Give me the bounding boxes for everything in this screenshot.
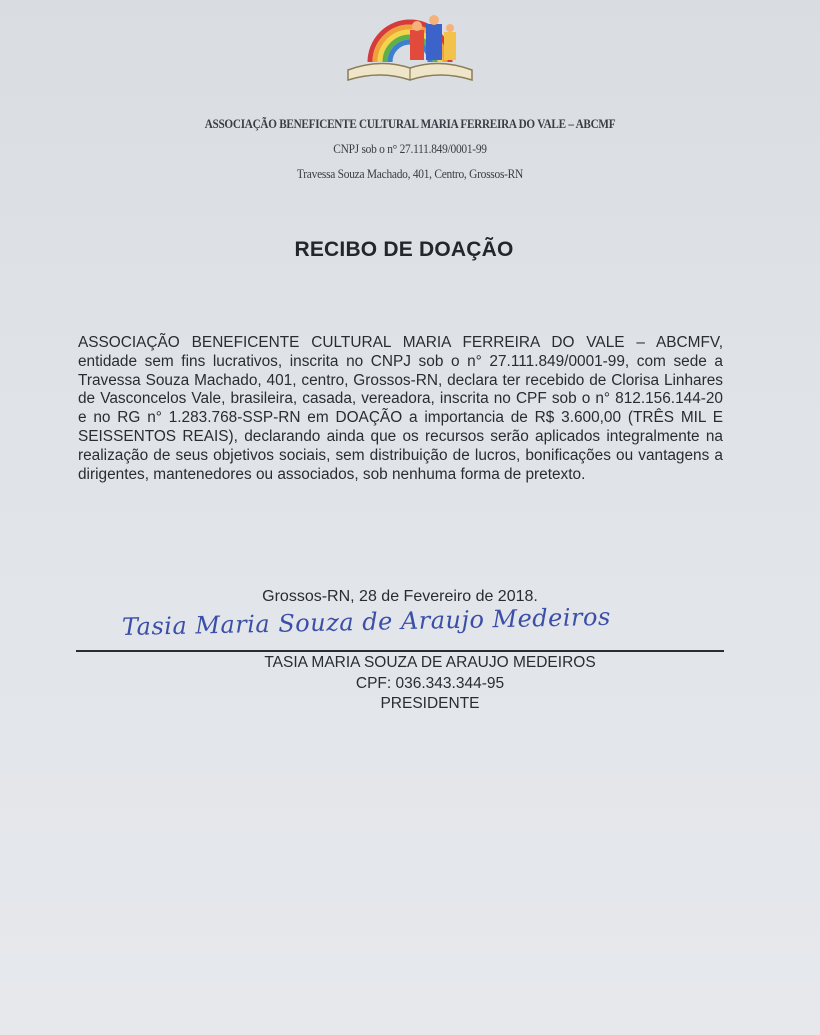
receipt-body: ASSOCIAÇÃO BENEFICENTE CULTURAL MARIA FERREIRA DO VALE – ABCMFV, entidade sem fins lucrativos, inscrita no CNPJ sob o n° 27.111.849/0001-99, com sede a Travessa Souza Machado, 401, centro, Grossos-RN, declara ter recebido de Clorisa Linhares de Vasconcelos Vale, brasileira, casada, vereadora, inscrita no CPF sob o n° 812.156.144-20 e no RG n° 1.283.768-SSP-RN em DOAÇÃO a importancia de R$ 3.600,00 (TRÊS MIL E SEISSENTOS REAIS), declarando ainda que os recursos serão aplicados integralmente na realização de seus objetivos sociais, sem distribuição de lucros, bonificações ou vantagens a dirigentes, mantenedores ou associados, sob nenhuma forma de pretexto.	[78, 334, 723, 483]
place-date: Grossos-RN, 28 de Fevereiro de 2018.	[262, 588, 538, 605]
organization-address: Travessa Souza Machado, 401, Centro, Grossos-RN	[296, 166, 524, 181]
organization-cnpj: CNPJ sob o n° 27.111.849/0001-99	[333, 141, 487, 156]
signatory-cpf: CPF: 036.343.344-95	[355, 675, 505, 692]
rainbow-book-logo-icon	[340, 10, 480, 88]
signature-line	[76, 650, 724, 652]
signatory-role: PRESIDENTE	[380, 695, 480, 712]
signatory-name: TASIA MARIA SOUZA DE ARAUJO MEDEIROS	[264, 654, 596, 671]
document-title: RECIBO DE DOAÇÃO	[294, 238, 514, 261]
organization-name: ASSOCIAÇÃO BENEFICENTE CULTURAL MARIA FERREIRA DO VALE – ABCMF	[204, 116, 616, 131]
handwritten-signature: Tasia Maria Souza de Araujo Medeiros	[121, 602, 612, 641]
